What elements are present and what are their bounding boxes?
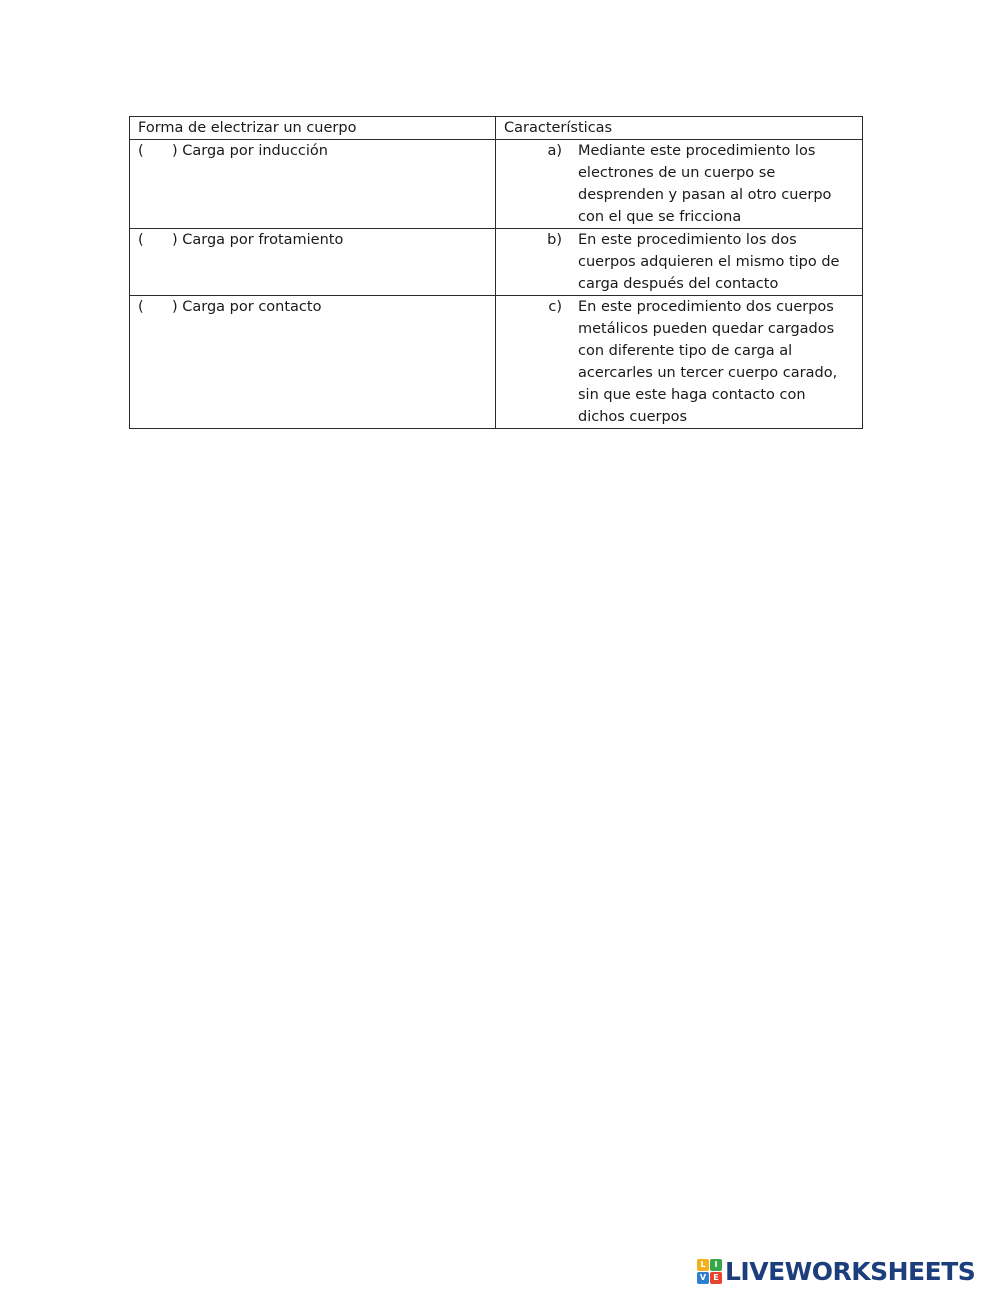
description-cell bbox=[496, 229, 863, 296]
method-label: ) Carga por contacto bbox=[172, 299, 322, 315]
answer-blank[interactable]: ( bbox=[138, 299, 144, 315]
method-cell bbox=[130, 296, 496, 429]
method-cell bbox=[130, 229, 496, 296]
logo-letter: L bbox=[697, 1259, 709, 1271]
table-row bbox=[130, 140, 863, 229]
description-letter: a) bbox=[547, 143, 562, 159]
description-cell bbox=[496, 296, 863, 429]
header-cell-characteristics: Características bbox=[496, 117, 863, 140]
logo-letter: E bbox=[710, 1272, 722, 1284]
description-cell bbox=[496, 140, 863, 229]
table-row bbox=[130, 296, 863, 429]
description-text: En este procedimiento dos cuerpos metálicos pueden quedar cargados con diferente tipo de carga al acercarles un tercer cuerpo carado, sin que este haga contacto con dichos cuerpos bbox=[578, 299, 838, 425]
answer-blank[interactable]: ( bbox=[138, 143, 144, 159]
header-cell-method: Forma de electrizar un cuerpo bbox=[130, 117, 496, 140]
description-text: Mediante este procedimiento los electrones de un cuerpo se desprenden y pasan al otro cuerpo con el que se fricciona bbox=[578, 143, 832, 225]
logo-mark-icon bbox=[697, 1259, 722, 1284]
liveworksheets-logo bbox=[697, 1257, 975, 1285]
matching-table bbox=[129, 116, 863, 429]
method-label: ) Carga por inducción bbox=[172, 143, 328, 159]
logo-letter: V bbox=[697, 1272, 709, 1284]
table-row bbox=[130, 229, 863, 296]
method-cell bbox=[130, 140, 496, 229]
method-label: ) Carga por frotamiento bbox=[172, 232, 344, 248]
logo-letter: I bbox=[710, 1259, 722, 1271]
description-text: En este procedimiento los dos cuerpos adquieren el mismo tipo de carga después del contacto bbox=[578, 232, 840, 292]
description-letter: b) bbox=[547, 232, 562, 248]
answer-blank[interactable]: ( bbox=[138, 232, 144, 248]
description-letter: c) bbox=[548, 299, 562, 315]
table-header-row bbox=[130, 117, 863, 140]
logo-text: LIVEWORKSHEETS bbox=[725, 1256, 976, 1286]
